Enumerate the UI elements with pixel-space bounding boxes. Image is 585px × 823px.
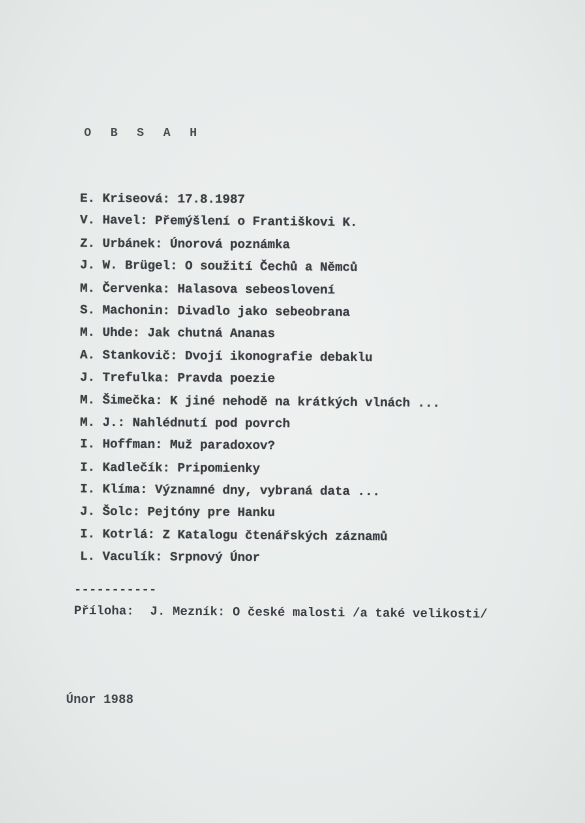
toc-entry: Z. Urbánek: Únorová poznámka [79,236,291,252]
document-heading: O B S A H [84,126,203,140]
toc-entry: J. Trefulka: Pravda poezie [79,370,276,387]
toc-entry: M. Šimečka: K jiné nehodě na krátkých vlnách ... [79,392,441,411]
toc-entry: V. Havel: Přemýšlení o Františkovi K. [79,213,358,231]
toc-entry: M. Uhde: Jak chutná Ananas [79,326,276,342]
toc-entry: M. Červenka: Halasova sebeoslovení [79,281,336,298]
toc-entry: I. Kadlečík: Pripomienky [79,460,261,476]
document-date: Únor 1988 [66,693,134,707]
table-of-contents [80,189,440,570]
toc-entry: I. Hoffman: Muž paradoxov? [79,437,276,454]
toc-entry: I. Klíma: Významné dny, vybraná data ... [79,482,381,500]
toc-entry: E. Kriseová: 17.8.1987 [79,191,246,207]
appendix-label: Příloha: [73,604,135,619]
appendix-line [74,604,488,622]
toc-entry: I. Kotrlá: Z Katalogu čtenářských záznamů [79,527,388,545]
toc-entry: A. Stankovič: Dvojí ikonografie debaklu [79,348,373,365]
toc-entry: J. Šolc: Pejtóny pre Hanku [79,505,276,521]
separator-line: ----------- [74,583,157,597]
appendix-text: J. Mezník: O české malosti /a také velikosti/ [149,604,488,622]
toc-entry: M. J.: Nahlédnutí pod povrch [79,415,291,432]
toc-entry: J. W. Brügel: O soužití Čechů a Němců [79,258,358,276]
toc-entry: L. Vaculík: Srpnový Únor [79,549,261,566]
toc-entry: S. Machonin: Divadlo jako sebeobrana [79,303,351,320]
